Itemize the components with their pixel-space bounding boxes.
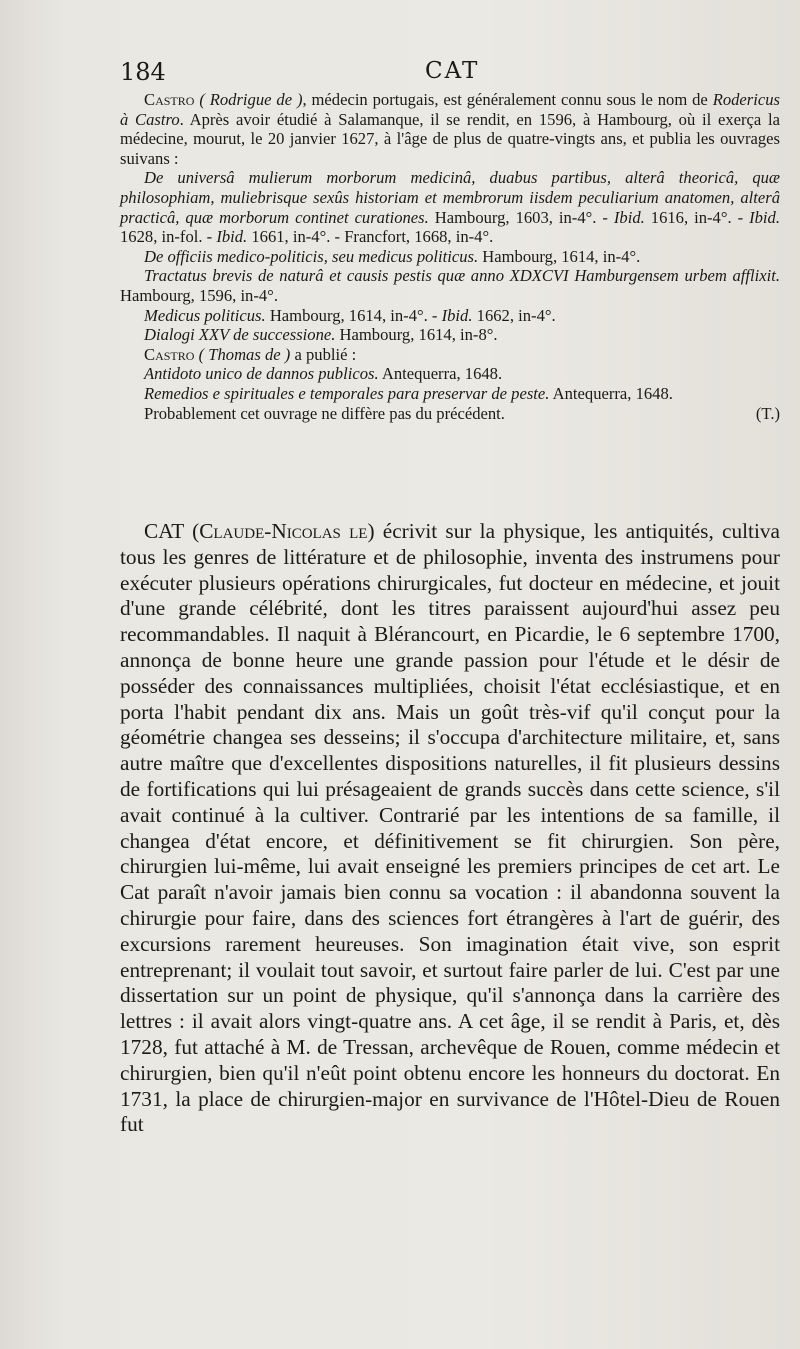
entry-name: Castro (144, 344, 195, 364)
ibid: Ibid. (749, 207, 780, 227)
work-entry (120, 325, 780, 345)
work-details: Hambourg, 1614, in-4°. (478, 246, 641, 266)
work-entry (120, 247, 780, 267)
article-heading-name: CAT (144, 519, 184, 543)
work-title: Remedios e spirituales e temporales para preservar de peste. (144, 383, 550, 403)
work-entry (120, 266, 780, 305)
page-header (120, 58, 780, 88)
work-title: Tractatus brevis de naturâ et causis pestis quæ anno XDXCVI Hamburgensem urbem afflixit. (144, 266, 780, 286)
work-details: Hambourg, 1614, in-4°. - (265, 305, 442, 325)
entry-text: a publié : (290, 344, 357, 364)
ibid: Ibid. (441, 305, 473, 325)
work-entry (120, 168, 780, 246)
article-heading-bracket: (Claude-Nicolas le) (192, 519, 375, 543)
article-body: écrivit sur la physique, les antiquités, cultiva tous les genres de littérature et de philosophie, inventa des instrumens pour exécuter plusieurs opérations chirurgicales, fut docteur en médecine, et jouit d'une grande célébrité, dont les titres paraissent aujourd'hui assez peu recommandables. Il naquit à Blérancourt, en Picardie, le 6 septembre 1700, annonça de bonne heure une grande passion pour l'étude et le désir de posséder des connaissances multipliées, choisit l'état ecclésiastique, et en porta l'habit pendant dix ans. Mais un goût très-vif qu'il conçut pour la géométrie changea ses desseins; il s'occupa d'architecture militaire, et, sans autre maître que d'excellentes dispositions naturelles, il fit plusieurs dessins de fortifications qui lui présageaient de grands succès dans cette science, s'il avait continué à la cultiver. Contrarié par les intentions de sa famille, il changea d'état encore, et définitivement se fit chirurgien. Son père, chirurgien lui-même, lui avait enseigné les premiers principes de cet art. Le Cat paraît n'avoir jamais bien connu sa vocation : il abandonna souvent la chirurgie pour faire, dans des sciences fort étrangères à l'art de guérir, des excursions rarement heureuses. Son imagination était vive, son esprit entreprenant; il voulait tout savoir, et surtout faire parler de lui. C'est par une dissertation sur un point de physique, qu'il s'annonça dans la carrière des lettres : il avait alors vingt-quatre ans. A cet âge, il se rendit à Paris, et, dès 1728, fut attaché à M. de Tressan, archevêque de Rouen, comme médecin et chirurgien, bien qu'il n'eût point obtenu encore les honneurs du doctorat. En 1731, la place de chirurgien-major en survivance de l'Hôtel-Dieu de Rouen fut (120, 519, 780, 1137)
work-details: Hambourg, 1596, in-4°. (120, 285, 278, 305)
castro-thomas-entry (120, 345, 780, 365)
cat-article-paragraph (120, 519, 780, 1138)
work-details: Antequerra, 1648. (549, 383, 673, 403)
ibid: Ibid. (613, 207, 645, 227)
entry-bracket-name: ( Rodrigue de ) (199, 90, 303, 109)
final-note (120, 404, 780, 424)
castro-notes (120, 90, 780, 423)
work-details: 1616, in-4°. - (644, 207, 750, 227)
entry-text: , médecin portugais, est généralement connu sous le nom de (302, 90, 713, 109)
work-details: Antequerra, 1648. (378, 364, 503, 384)
author-signature: (T.) (755, 403, 780, 423)
work-entry (120, 384, 780, 404)
work-title: De universâ mulierum morborum medicinâ, duabus partibus, alterâ theoricâ, quæ philosophiam, muliebrisque sexûs historiam et membrorum iisdem peculiarium anatomen, alterâ practicâ, quæ morborum continet curationes. (120, 168, 780, 227)
work-details: Hambourg, 1603, in-4°. - (428, 207, 614, 227)
work-title: Antidoto unico de dannos publicos. (144, 364, 379, 384)
entry-bracket-name: ( Thomas de ) (198, 344, 291, 364)
entry-name: Castro (144, 90, 195, 109)
running-head: CAT (425, 58, 480, 84)
work-details: 1628, in-fol. - (120, 227, 217, 247)
final-note-text: Probablement cet ouvrage ne diffère pas du précédent. (144, 403, 505, 423)
work-details: Hambourg, 1614, in-8°. (335, 325, 498, 345)
work-details: 1661, in-4°. - Francfort, 1668, in-4°. (247, 227, 494, 247)
latin-name: Rodericus à Castro (120, 90, 780, 129)
work-entry (120, 306, 780, 326)
page-number: 184 (120, 58, 166, 86)
work-entry (120, 364, 780, 384)
work-title: Dialogi XXV de successione. (144, 325, 336, 345)
ibid: Ibid. (216, 227, 248, 247)
castro-rodrigue-entry (120, 90, 780, 168)
entry-text: . Après avoir étudié à Salamanque, il se rendit, en 1596, à Hambourg, où il exerça la médecine, mourut, le 20 janvier 1627, à l'âge de plus de quatre-vingts ans, et publia les ouvrages suivans : (120, 109, 780, 168)
work-title: Medicus politicus. (144, 305, 266, 325)
cat-article (120, 519, 780, 1138)
work-details: 1662, in-4°. (472, 305, 556, 325)
work-title: De officiis medico-politicis, seu medicus politicus. (144, 246, 479, 266)
